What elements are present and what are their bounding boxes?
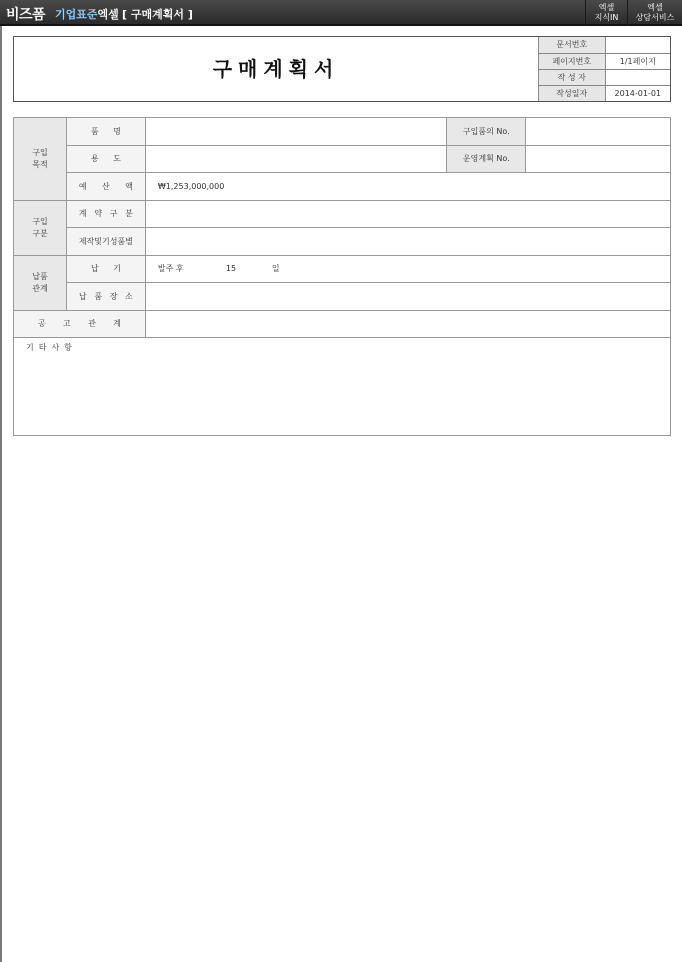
notice-char: 고 <box>63 319 71 329</box>
delivery-term-label <box>66 255 145 283</box>
brand-subtitle-white: 엑셀 <box>97 8 119 21</box>
excel-knowledge-button[interactable] <box>585 0 627 26</box>
manufacture-label: 제작및기성품별 <box>66 228 145 256</box>
brand-subtitle <box>55 6 119 22</box>
page-no-label: 페이지번호 <box>539 53 606 69</box>
purchase-type-line1: 구입 <box>32 216 48 226</box>
usage-char: 도 <box>113 154 121 164</box>
usage-label <box>66 145 145 173</box>
left-border <box>0 26 2 962</box>
notice-char: 공 <box>38 319 46 329</box>
budget-char: 액 <box>125 181 133 191</box>
purchase-req-label: 구입품의 No. <box>447 118 526 146</box>
delivery-place-char: 장 <box>109 291 118 301</box>
budget-value[interactable]: ₩1,253,000,000 <box>145 173 670 201</box>
delivery-term-value[interactable] <box>145 255 670 283</box>
notice-label <box>14 310 146 338</box>
doc-no-value[interactable] <box>605 37 670 53</box>
operation-plan-value[interactable] <box>526 145 671 173</box>
manufacture-value[interactable] <box>145 228 670 256</box>
remarks-area[interactable] <box>14 338 671 436</box>
title-box <box>13 36 671 102</box>
contract-type-char: 계 <box>78 209 87 219</box>
contract-type-char: 약 <box>94 209 103 219</box>
notice-char: 계 <box>113 319 121 329</box>
author-label: 작 성 자 <box>539 69 606 85</box>
document-title: 구매계획서 <box>212 57 340 81</box>
budget-label <box>66 173 145 201</box>
item-name-char: 명 <box>113 126 121 136</box>
delivery-unit: 일 <box>271 264 280 274</box>
excel-knowledge-line2: 지식IN <box>594 13 619 22</box>
document-tag: [ 구매계획서 ] <box>122 8 193 21</box>
remarks-label: 기타사항 <box>26 343 77 352</box>
purpose-group-line1: 구입 <box>32 147 48 157</box>
contract-type-label <box>66 200 145 228</box>
budget-char: 예 <box>78 181 87 191</box>
item-name-value[interactable] <box>145 118 446 146</box>
delivery-group <box>14 255 67 310</box>
delivery-place-label <box>66 283 145 311</box>
usage-value[interactable] <box>145 145 446 173</box>
delivery-place-value[interactable] <box>145 283 670 311</box>
brand-subtitle-colored: 기업표준 <box>55 8 98 21</box>
item-name-char: 품 <box>90 126 99 136</box>
delivery-group-line2: 관계 <box>32 283 48 293</box>
delivery-term-char: 납 <box>90 264 99 274</box>
budget-char: 산 <box>102 181 110 191</box>
contract-type-char: 구 <box>109 209 118 219</box>
excel-consult-line2: 상담서비스 <box>635 13 675 22</box>
usage-char: 용 <box>90 154 99 164</box>
delivery-after: 발주 후 <box>157 264 184 274</box>
notice-char: 관 <box>88 319 96 329</box>
item-name-label <box>66 118 145 146</box>
contract-type-char: 분 <box>125 209 133 219</box>
delivery-days: 15 <box>225 264 237 274</box>
date-label: 작성일자 <box>539 85 606 101</box>
purchase-type-line2: 구분 <box>32 228 48 238</box>
notice-value[interactable] <box>145 310 670 338</box>
delivery-place-char: 납 <box>78 291 87 301</box>
brand-logo: 비즈폼 <box>6 7 46 23</box>
delivery-place-char: 품 <box>94 291 103 301</box>
operation-plan-label: 운영계획 No. <box>447 145 526 173</box>
excel-consult-button[interactable] <box>627 0 682 26</box>
page-no-value[interactable]: 1/1페이지 <box>605 53 670 69</box>
contract-type-value[interactable] <box>145 200 670 228</box>
purchase-plan-table <box>13 117 671 436</box>
date-value[interactable]: 2014-01-01 <box>605 85 670 101</box>
purchase-type-group <box>14 200 67 255</box>
purchase-req-value[interactable] <box>526 118 671 146</box>
purpose-group-line2: 목적 <box>32 159 48 169</box>
excel-knowledge-line1: 엑셀 <box>598 3 615 12</box>
purpose-group <box>14 118 67 201</box>
top-bar <box>0 0 682 26</box>
author-value[interactable] <box>605 69 670 85</box>
meta-table <box>538 37 670 101</box>
doc-no-label: 문서번호 <box>539 37 606 53</box>
delivery-place-char: 소 <box>125 291 133 301</box>
excel-consult-line1: 엑셀 <box>647 3 663 12</box>
delivery-term-char: 기 <box>113 264 121 274</box>
delivery-group-line1: 납품 <box>32 271 48 281</box>
